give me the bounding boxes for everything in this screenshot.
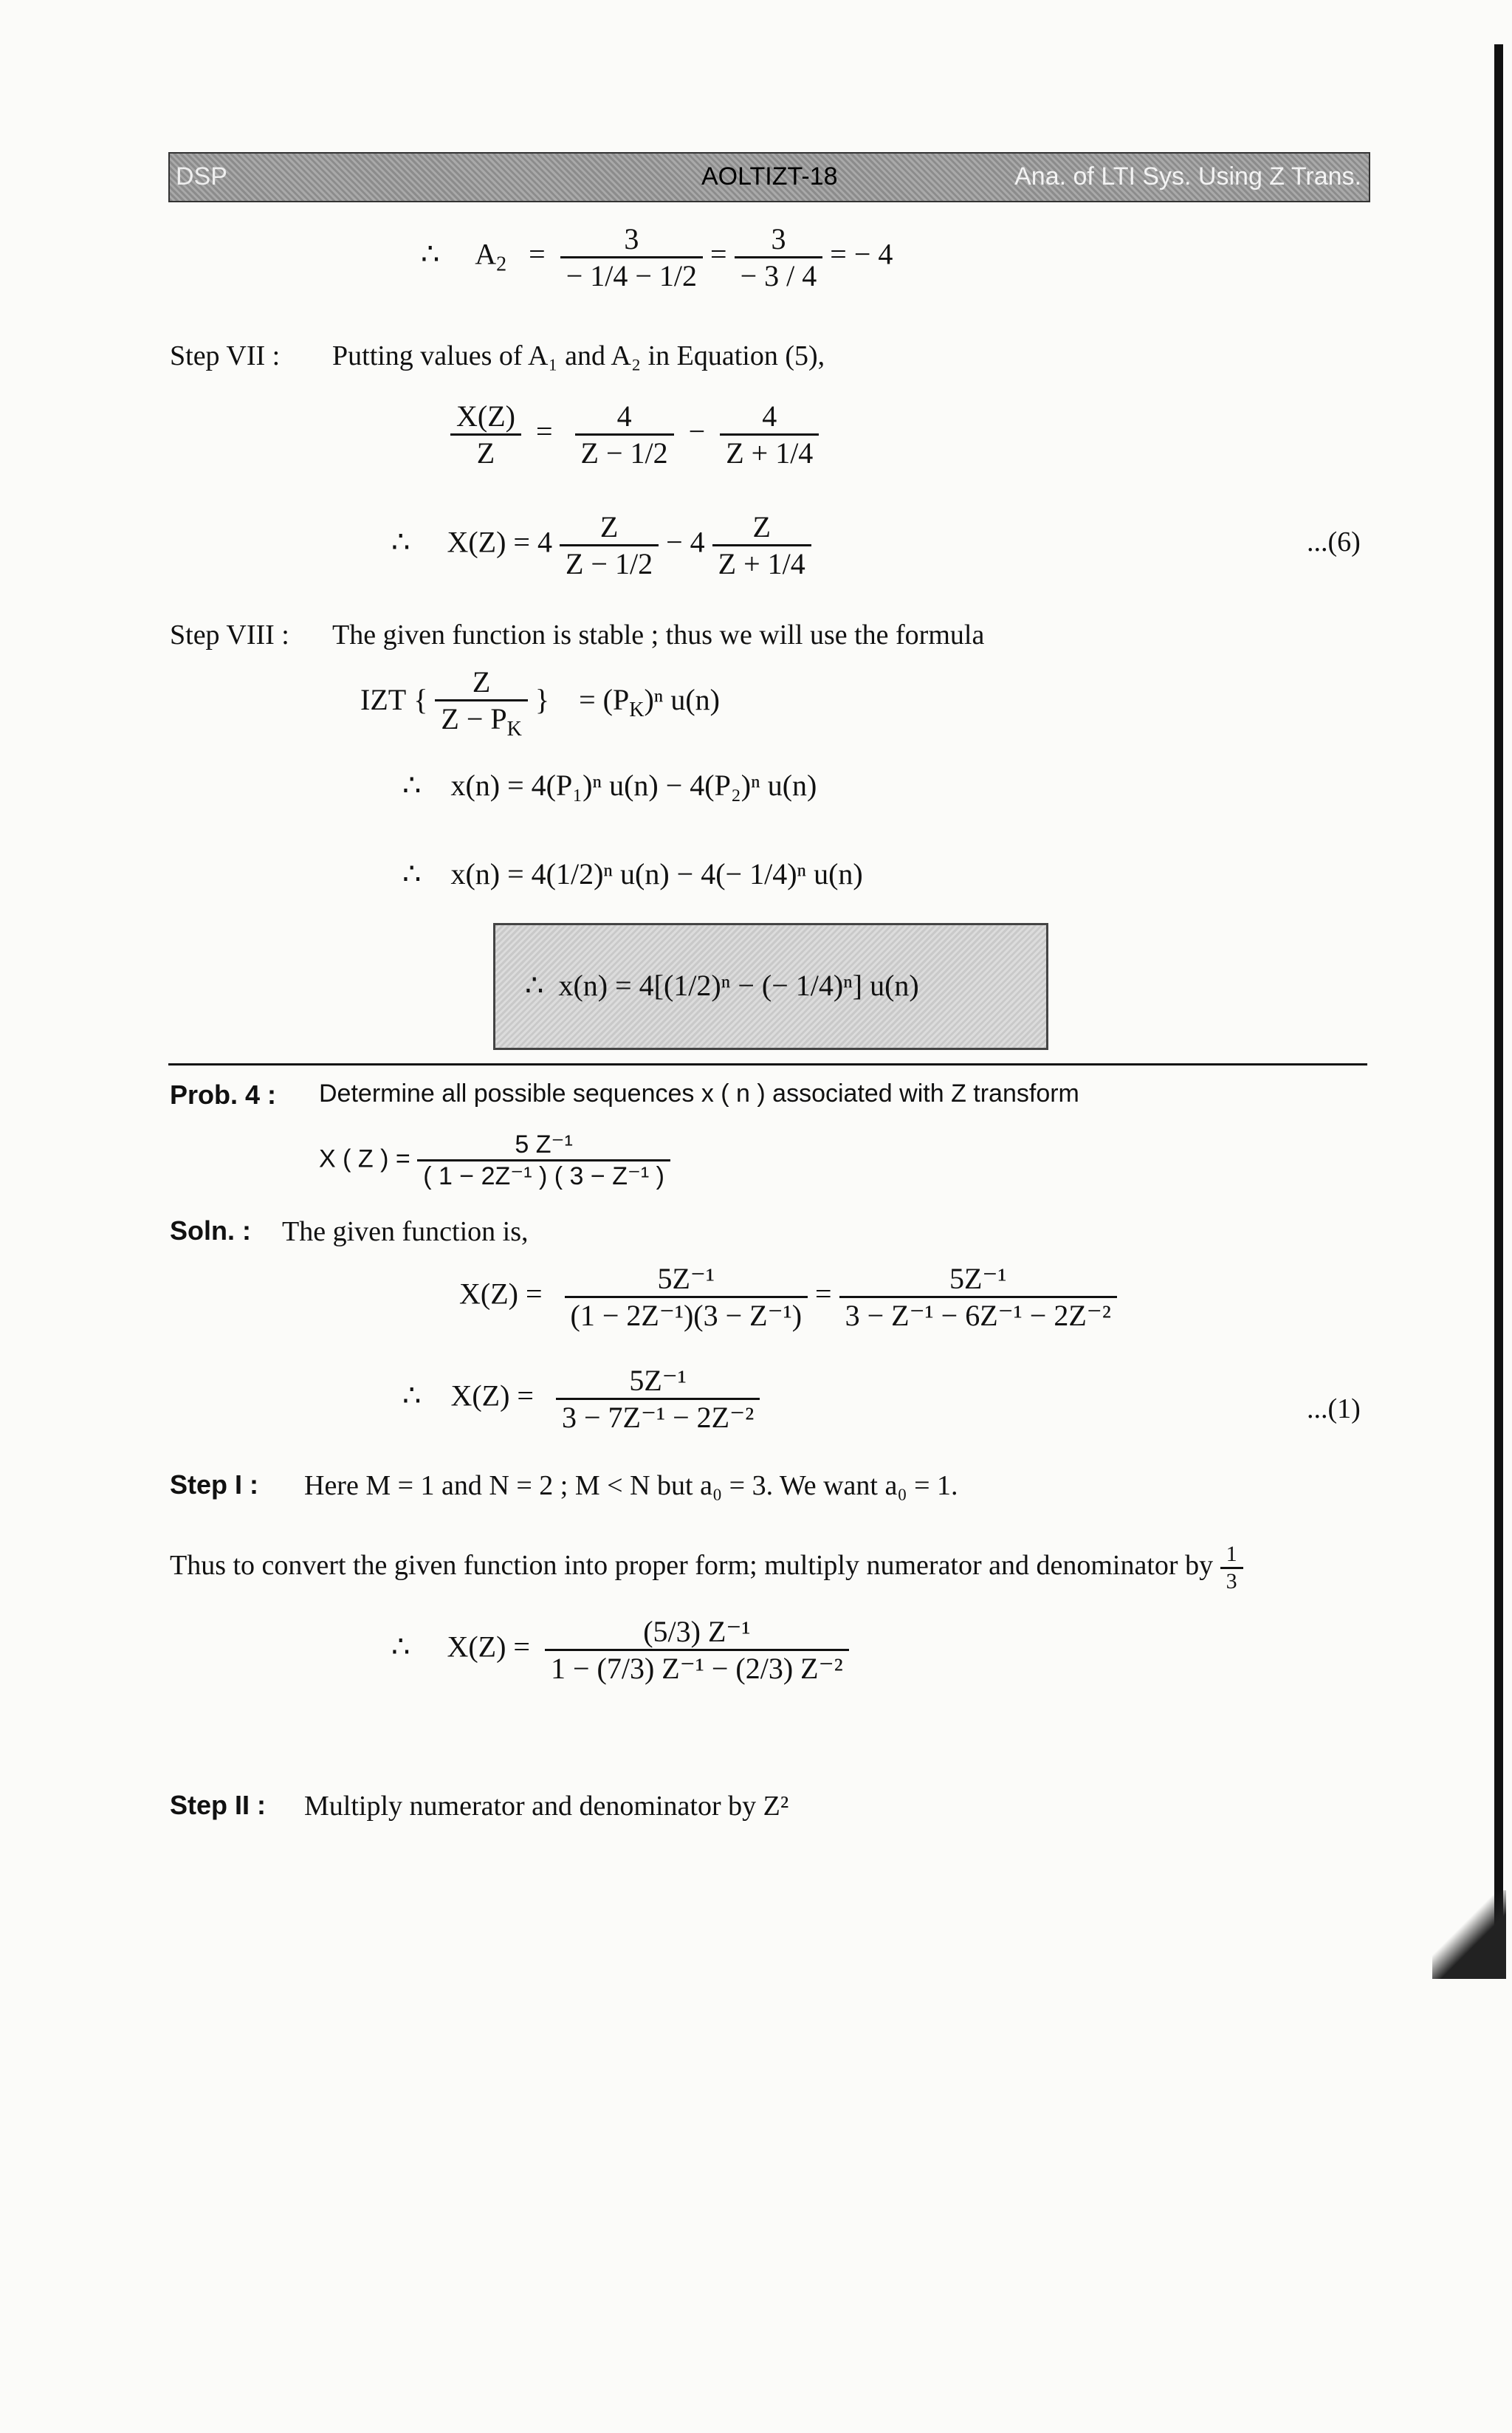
step-8-text: The given function is stable ; thus we will use the formula (332, 620, 985, 651)
problem-4-label: Prob. 4 : (170, 1080, 277, 1110)
equation-1: ∴ X(Z) = $\frac{\text{5Z⁻¹}}{\text{3 − 7Z⁻¹ − 2Z⁻²}}$ (402, 1363, 760, 1435)
problem-4-transform: X ( Z ) = $\frac{\text{5 Z⁻¹}}{\text{( 1 − 2Z⁻¹ ) ( 3 − Z⁻¹ )}}$ (319, 1130, 670, 1191)
header-left: DSP (176, 162, 227, 191)
equation-xz: ∴ X(Z) = 4 $\frac{Z}{Z - 1/2}$ − 4 $\frac{Z}{Z + 1/4}$ (391, 509, 811, 581)
step-2-label: Step II : (170, 1790, 267, 1820)
header-right: Ana. of LTI Sys. Using Z Trans. (1014, 162, 1361, 191)
section-divider (168, 1063, 1367, 1065)
izt-formula: IZT { $\frac{Z}{Z - P_K}$ } = $(P_K)^n$ u(n) (360, 665, 720, 741)
answer-equation: ∴ x(n) = 4[(1/2)ⁿ − (− 1/4)ⁿ] u(n) (525, 969, 919, 1002)
running-header (168, 152, 1370, 202)
binding-smudge (1432, 1890, 1506, 1979)
answer-box (493, 923, 1048, 1050)
header-center: AOLTIZT-18 (701, 162, 838, 191)
step-2-text: Multiply numerator and denominator by Z² (304, 1791, 789, 1822)
equation-xz-over-z: $\frac{X(Z)}{Z}$ = $\frac{4}{Z - 1/2}$ − $\frac{4}{Z + 1/4}$ (450, 399, 819, 470)
equation-a2: ∴ $A_2$ = $\frac{3}{- 1/4 - 1/2}$ = $\frac{3}{- 3 / 4}$ = − 4 (421, 222, 893, 292)
solution-text: The given function is, (282, 1216, 529, 1247)
equation-ref-6: ...(6) (1307, 526, 1361, 557)
convert-text: Thus to convert the given function into proper form; multiply numerator and denominator by $\frac{1}{3}$ (170, 1542, 1243, 1594)
step-1-label: Step I : (170, 1469, 259, 1500)
equation-ref-1: ...(1) (1307, 1393, 1361, 1424)
equation-xn-general: ∴ x(n) = 4(P₁)ⁿ u(n) − 4(P₂)ⁿ u(n) (402, 769, 817, 802)
solution-label: Soln. : (170, 1215, 251, 1246)
equation-proper-form: ∴ X(Z) = $\frac{\text{(5/3) Z⁻¹}}{\text{1 − (7/3) Z⁻¹ − (2/3) Z⁻²}}$ (391, 1614, 849, 1686)
step-8-label: Step VIII : (170, 620, 289, 651)
fraction: $\frac{3}{- 1/4 - 1/2}$ (560, 222, 703, 293)
step-7-label: Step VII : (170, 340, 281, 371)
step-1-text: Here M = 1 and N = 2 ; M < N but a₀ = 3. We want a₀ = 1. (304, 1470, 958, 1501)
binding-edge (1494, 44, 1503, 1935)
equation-1-expanded: X(Z) = $\frac{\text{5Z⁻¹}}{\text{(1 − 2Z⁻¹)(3 − Z⁻¹)}}$ = $\frac{\text{5Z⁻¹}}{\text{3 − Z⁻¹ − 6Z⁻¹ − 2Z⁻²}}$ (459, 1261, 1117, 1333)
problem-4-text: Determine all possible sequences x ( n ) associated with Z transform (319, 1080, 1079, 1108)
fraction: $\frac{3}{- 3 / 4}$ (735, 222, 823, 293)
equation-xn-values: ∴ x(n) = 4(1/2)ⁿ u(n) − 4(− 1/4)ⁿ u(n) (402, 857, 863, 891)
step-7-text: Putting values of A₁ and A₂ in Equation (5), (332, 340, 825, 371)
